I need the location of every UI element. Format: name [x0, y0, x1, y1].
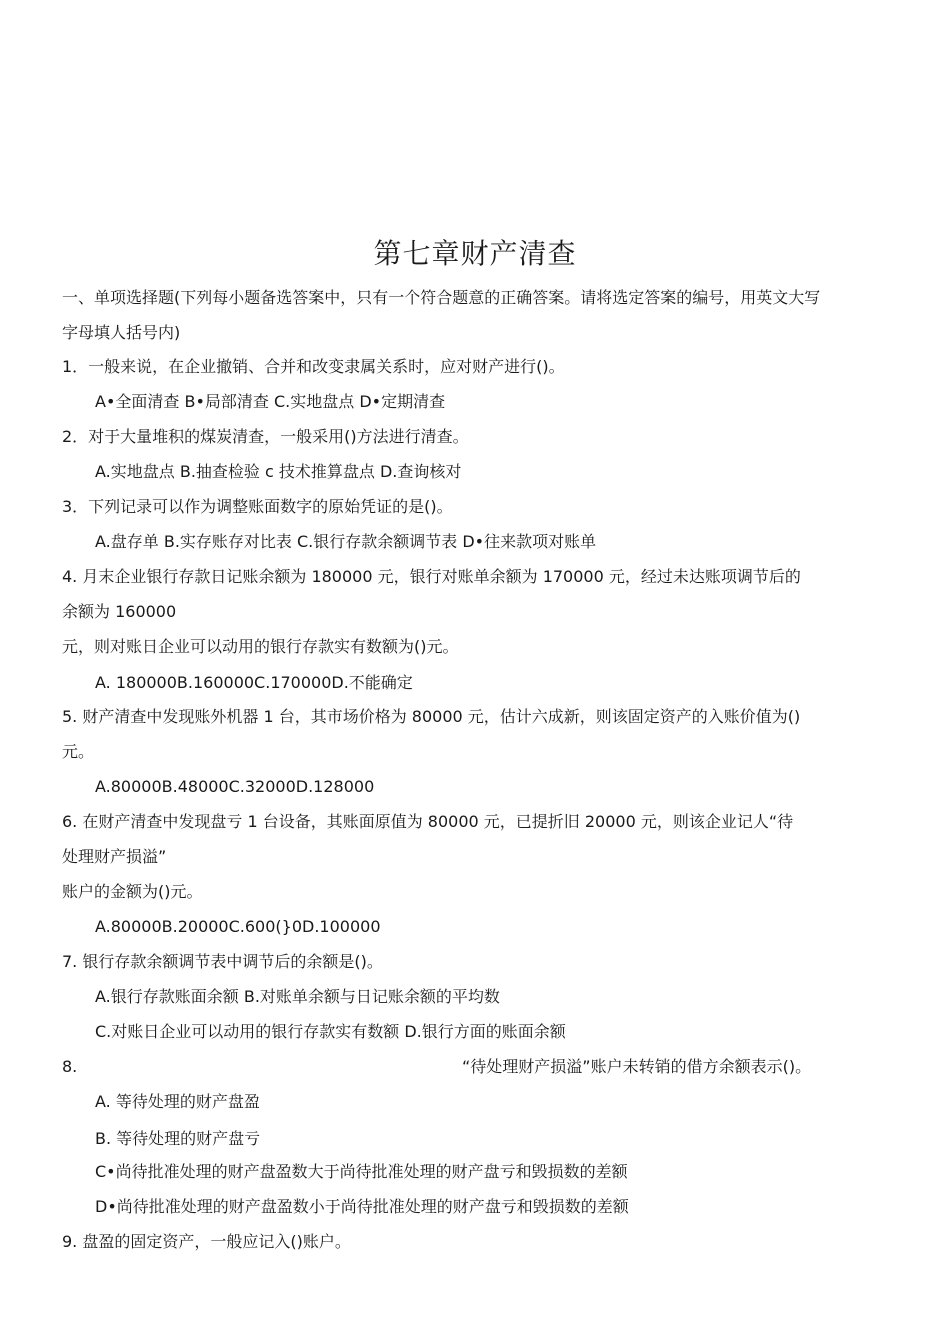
- question-1: 1．一般来说，在企业撤销、合并和改变隶属关系时，应对财产进行()。: [62, 357, 565, 376]
- question-8-number: 8.: [62, 1057, 78, 1076]
- question-3: 3．下列记录可以作为调整账面数字的原始凭证的是()。: [62, 497, 453, 516]
- question-5-options: A.80000B.48000C.32000D.128000: [95, 777, 375, 796]
- question-4-line-3: 元，则对账日企业可以动用的银行存款实有数额为()元。: [62, 637, 459, 656]
- question-8-option-a: A. 等待处理的财产盘盈: [95, 1092, 260, 1111]
- question-5-line-2: 元。: [62, 742, 95, 761]
- question-2-options: A.实地盘点 B.抽查检验 c 技术推算盘点 D.查询核对: [95, 462, 462, 481]
- question-4-line-2: 余额为 160000: [62, 602, 177, 621]
- question-6-options: A.80000B.20000C.600(}0D.100000: [95, 917, 381, 936]
- question-6-line-3: 账户的金额为()元。: [62, 882, 203, 901]
- chapter-title: 第七章财产清查: [373, 237, 577, 270]
- question-2: 2．对于大量堆积的煤炭清查，一般采用()方法进行清查。: [62, 427, 469, 446]
- question-6-line-1: 6. 在财产清查中发现盘亏 1 台设备，其账面原值为 80000 元，已提折旧 20000 元，则该企业记人“待: [62, 812, 794, 831]
- question-8-option-b: B. 等待处理的财产盘亏: [95, 1129, 261, 1148]
- question-8-text: “待处理财产损溢”账户未转销的借方余额表示()。: [462, 1057, 812, 1076]
- question-1-options: A•全面清查 B•局部清查 C.实地盘点 D•定期清查: [95, 392, 446, 411]
- question-7: 7. 银行存款余额调节表中调节后的余额是()。: [62, 952, 383, 971]
- question-4-options: A. 180000B.160000C.170000D.不能确定: [95, 673, 413, 692]
- question-7-options-cd: C.对账日企业可以动用的银行存款实有数额 D.银行方面的账面余额: [95, 1022, 566, 1041]
- question-7-options-ab: A.银行存款账面余额 B.对账单余额与日记账余额的平均数: [95, 987, 500, 1006]
- question-8-option-c: C•尚待批准处理的财产盘盈数大于尚待批准处理的财产盘亏和毁损数的差额: [95, 1162, 628, 1181]
- question-4-line-1: 4. 月末企业银行存款日记账余额为 180000 元，银行对账单余额为 170000 元，经过未达账项调节后的: [62, 567, 801, 586]
- section-heading: 一、单项选择题(下列每小题备选答案中，只有一个符合题意的正确答案。请将选定答案的编号，用英文大写: [62, 288, 821, 307]
- question-3-options: A.盘存单 B.实存账存对比表 C.银行存款余额调节表 D•往来款项对账单: [95, 532, 597, 551]
- question-5-line-1: 5. 财产清查中发现账外机器 1 台，其市场价格为 80000 元，估计六成新，则该固定资产的入账价值为(): [62, 707, 801, 726]
- question-6-line-2: 处理财产损溢”: [62, 847, 167, 866]
- section-heading-continued: 字母填人括号内): [62, 323, 181, 342]
- question-8-option-d: D•尚待批准处理的财产盘盈数小于尚待批准处理的财产盘亏和毁损数的差额: [95, 1197, 629, 1216]
- question-9: 9. 盘盈的固定资产，一般应记入()账户。: [62, 1232, 351, 1251]
